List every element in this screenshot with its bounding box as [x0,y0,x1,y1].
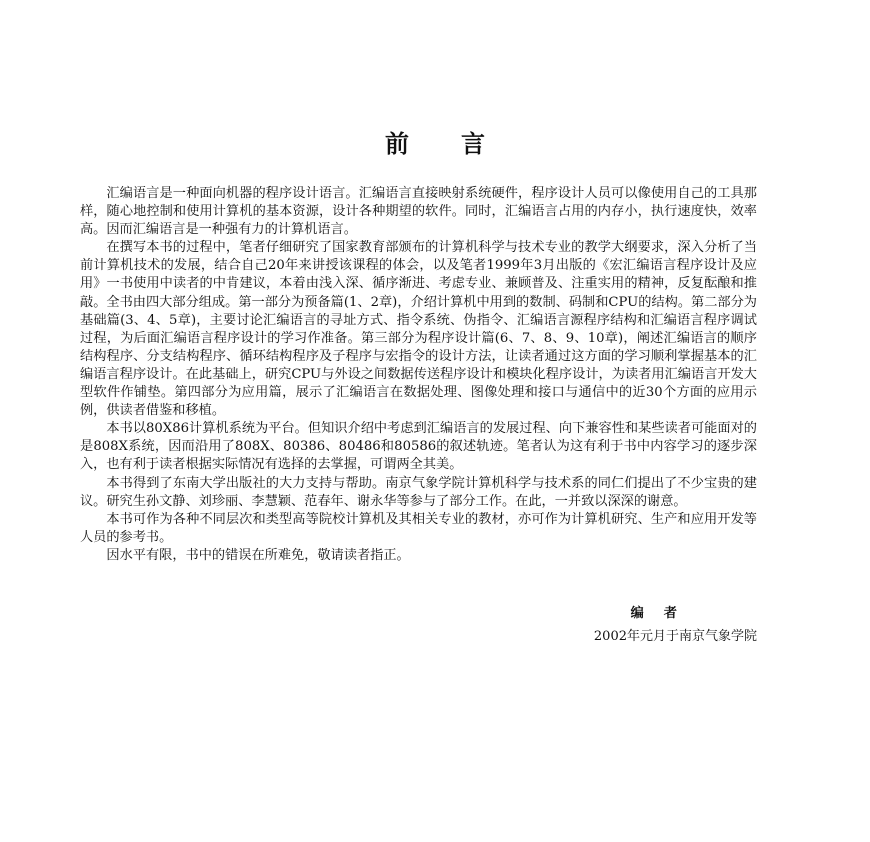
signature-date: 2002年元月于南京气象学院 [593,629,757,644]
paragraph-5: 本书可作为各种不同层次和类型高等院校计算机及其相关专业的教材，亦可作为计算机研究、生产和应用开发等人员的参考书。 [80,511,757,545]
signature-block [540,605,757,647]
paragraph-6: 因水平有限，书中的错误在所难免，敬请读者指正。 [106,547,410,563]
paragraph-4: 本书得到了东南大学出版社的大力支持与帮助。南京气象学院计算机科学与技术系的同仁们提出了不少宝贵的建议。研究生孙文静、刘珍丽、李慧颖、范春年、谢永华等参与了部分工作。在此，一并致以深深的谢意。 [80,475,757,509]
paragraph-2: 在撰写本书的过程中，笔者仔细研究了国家教育部颁布的计算机科学与技术专业的教学大纲要求，深入分析了当前计算机技术的发展，结合自己20年来讲授该课程的体会，以及笔者1999年3月出版的《宏汇编语言程序设计及应用》一书使用中读者的中肯建议，本着由浅入深、循序渐进、考虑专业、兼顾普及、注重实用的精神，反复酝酿和推敲。全书由四大部分组成。第一部分为预备篇(1、2章)，介绍计算机中用到的数制、码制和CPU的结构。第二部分为基础篇(3、4、5章)，主要讨论汇编语言的寻址方式、指令系统、伪指令、汇编语言源程序结构和汇编语言程序调试过程，为后面汇编语言程序设计的学习作准备。第三部分为程序设计篇(6、7、8、9、10章)，阐述汇编语言的顺序结构程序、分支结构程序、循环结构程序及子程序与宏指令的设计方法，让读者通过这方面的学习顺利掌握基本的汇编语言程序设计。在此基础上，研究CPU与外设之间数据传送程序设计和模块化程序设计，为读者用汇编语言开发大型软件作铺垫。第四部分为应用篇，展示了汇编语言在数据处理、图像处理和接口与通信中的近30个方面的应用示例，供读者借鉴和移植。 [80,240,757,419]
paragraph-3: 本书以80X86计算机系统为平台。但知识介绍中考虑到汇编语言的发展过程、向下兼容性和某些读者可能面对的是808X系统，因而沿用了808X、80386、80486和80586的叙述轨迹。笔者认为这有利于书中内容学习的逐步深入，也有利于读者根据实际情况有选择的去掌握，可谓两全其美。 [80,421,757,473]
page-title: 前言 [385,130,537,158]
preface-body [80,185,757,565]
paragraph-1: 汇编语言是一种面向机器的程序设计语言。汇编语言直接映射系统硬件，程序设计人员可以像使用自己的工具那样，随心地控制和使用计算机的基本资源，设计各种期望的软件。同时，汇编语言占用的内存小，执行速度快，效率高。因而汇编语言是一种强有力的计算机语言。 [80,186,757,238]
author-role: 编者 [630,606,697,621]
